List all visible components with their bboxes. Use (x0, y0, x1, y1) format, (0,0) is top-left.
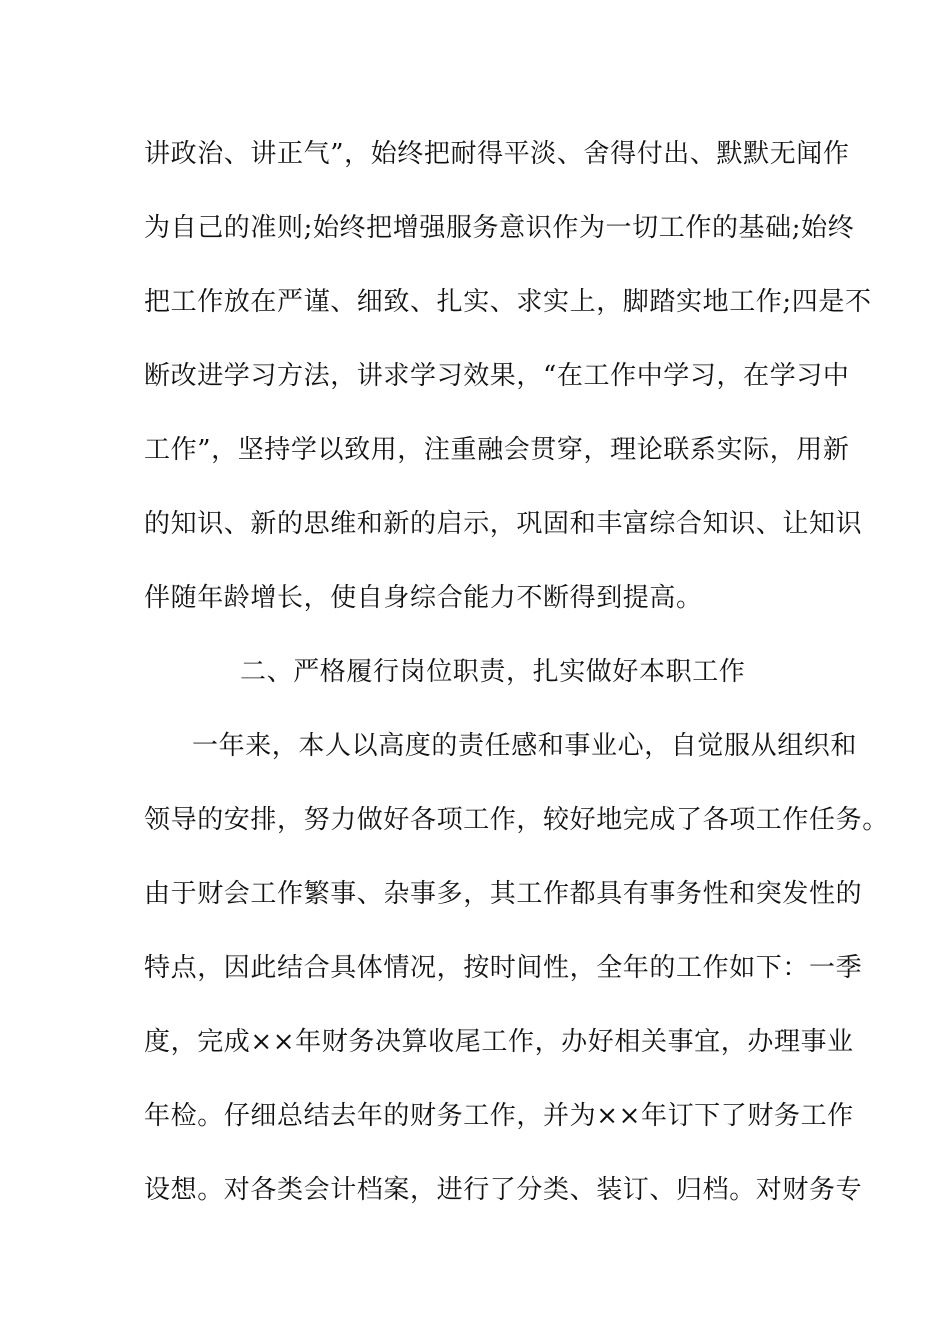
paragraph-line: 特点，因此结合具体情况，按时间性，全年的工作如下：一季 (144, 953, 863, 983)
paragraph-line: 把工作放在严谨、细致、扎实、求实上，脚踏实地工作;四是不 (144, 287, 872, 317)
paragraph-line: 的知识、新的思维和新的启示，巩固和丰富综合知识、让知识 (144, 509, 863, 539)
paragraph-line: 工作”，坚持学以致用，注重融会贯穿，理论联系实际，用新 (144, 435, 850, 465)
paragraph-line: 年检。仔细总结去年的财务工作，并为××年订下了财务工作 (144, 1101, 854, 1131)
paragraph-line: 由于财会工作繁事、杂事多，其工作都具有事务性和突发性的 (144, 879, 863, 909)
paragraph-line: 讲政治、讲正气”，始终把耐得平淡、舍得付出、默默无闻作 (144, 139, 850, 169)
paragraph-line: 设想。对各类会计档案，进行了分类、装订、归档。对财务专 (144, 1175, 863, 1205)
section-heading: 二、严格履行岗位职责，扎实做好本职工作 (240, 657, 746, 687)
paragraph-line: 度，完成××年财务决算收尾工作，办好相关事宜，办理事业 (144, 1027, 854, 1057)
paragraph-line: 断改进学习方法，讲求学习效果，“在工作中学习，在学习中 (144, 361, 850, 391)
paragraph-line: 为自己的准则;始终把增强服务意识作为一切工作的基础;始终 (144, 213, 855, 243)
paragraph-line: 领导的安排，努力做好各项工作，较好地完成了各项工作任务。 (144, 805, 889, 835)
paragraph-line: 一年来，本人以高度的责任感和事业心，自觉服从组织和 (192, 731, 858, 761)
paragraph-line: 伴随年龄增长，使自身综合能力不断得到提高。 (144, 583, 703, 613)
